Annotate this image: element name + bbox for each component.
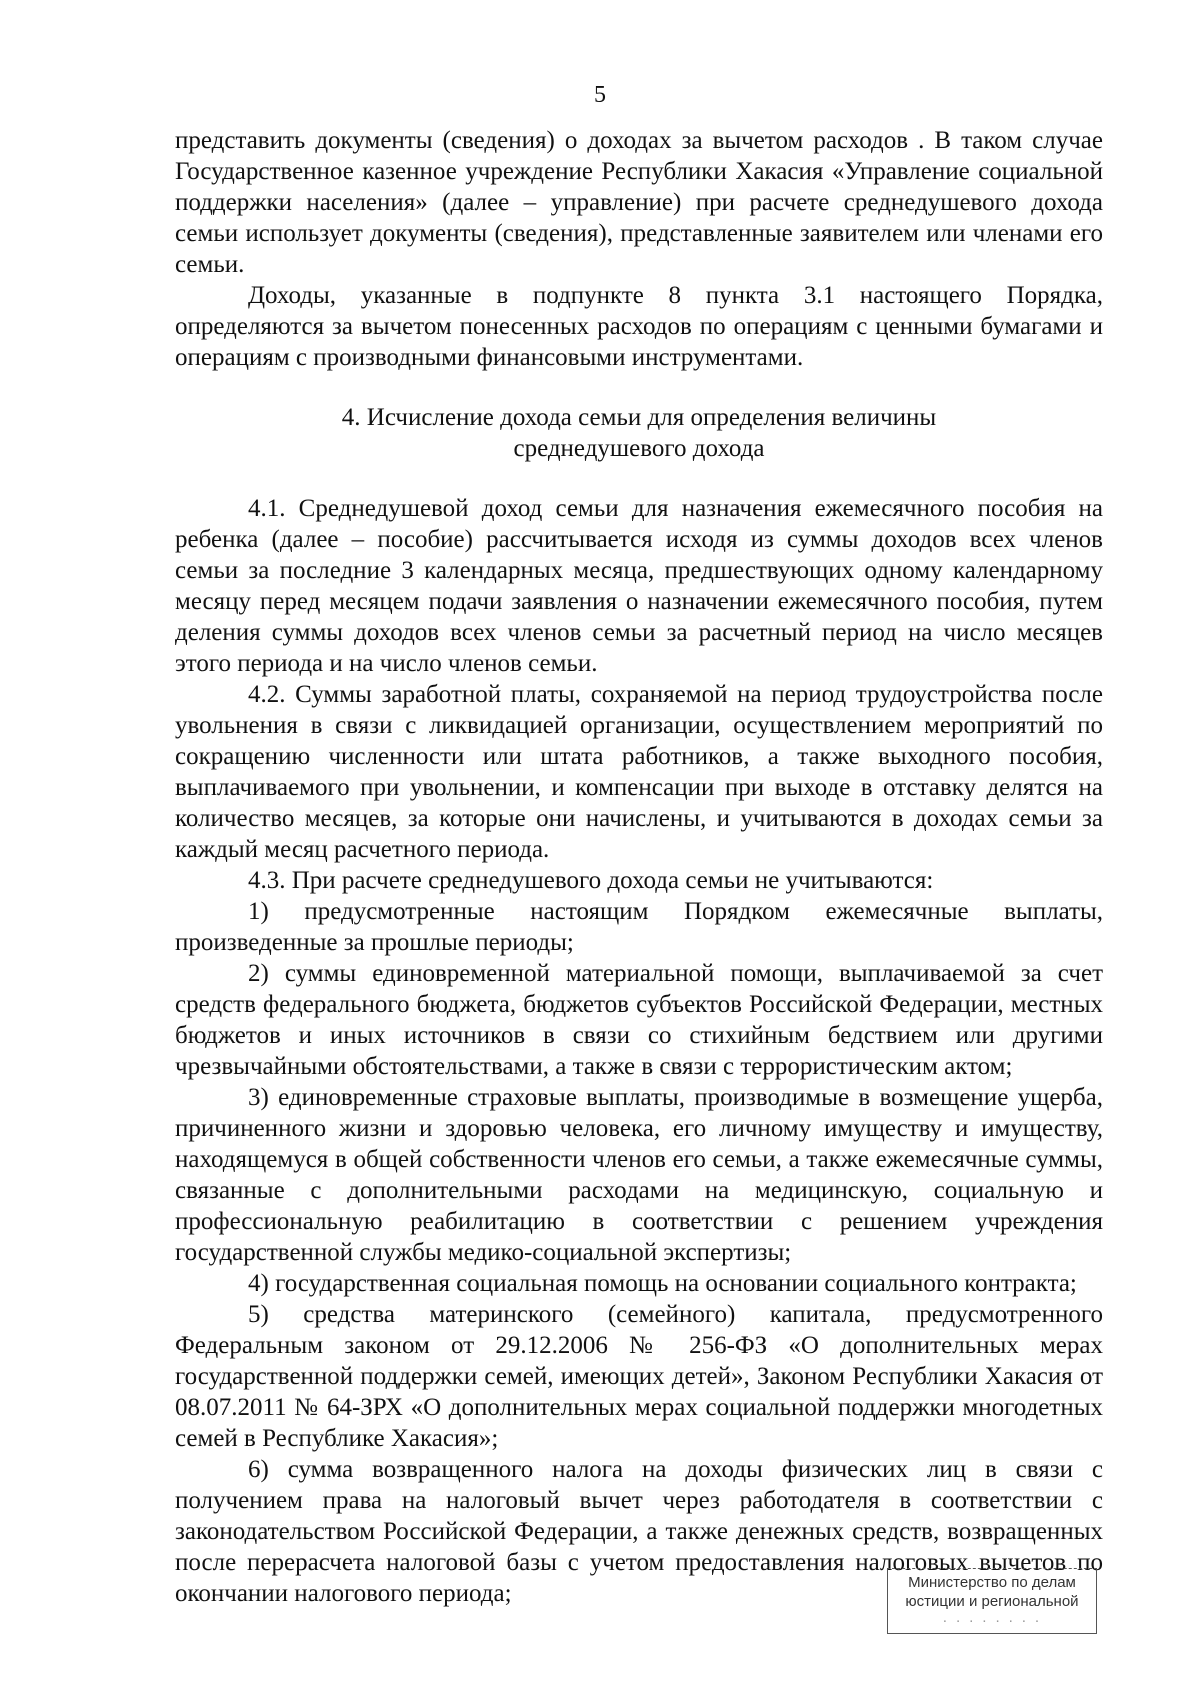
stamp-line3-illegible: · · · · · · · ·: [942, 1612, 1042, 1629]
page-number: 5: [594, 82, 606, 108]
section-heading-line1: 4. Исчисление дохода семьи для определения величины: [341, 404, 937, 431]
list-item-3: 3) единовременные страховые выплаты, производимые в возмещение ущерба, причиненного жизни и здоровью человека, его личному имуществу и имуществу, находящемуся в общей собственности членов его семьи, а также ежемесячные суммы, связанные с дополнительными расходами на медицинскую, социальную и профессиональную реабилитацию в соответствии с решением учреждения государственной службы медико-социальной экспертизы;: [175, 1084, 1103, 1266]
paragraph-4-1: 4.1. Среднедушевой доход семьи для назначения ежемесячного пособия на ребенка (далее – пособие) рассчитывается исходя из суммы доходов всех членов семьи за последние 3 календарных месяца, предшествующих одному календарному месяцу перед месяцем подачи заявления о назначении ежемесячного пособия, путем деления суммы доходов всех членов семьи за расчетный период на число месяцев этого периода и на число членов семьи.: [175, 495, 1103, 677]
section-heading-line2: среднедушевого дохода: [513, 435, 765, 462]
paragraph-income-deduction: Доходы, указанные в подпункте 8 пункта 3.1 настоящего Порядка, определяются за вычетом понесенных расходов по операциям с ценными бумагами и операциям с производными финансовыми инструментами.: [175, 282, 1103, 371]
document-body: [175, 125, 1103, 1609]
ministry-stamp: [887, 1568, 1097, 1634]
stamp-line1: Министерство по делам: [908, 1574, 1076, 1591]
paragraph-4-2: 4.2. Суммы заработной платы, сохраняемой на период трудоустройства после увольнения в связи с ликвидацией организации, осуществлением мероприятий по сокращению численности или штата работников, а также выходного пособия, выплачиваемого при увольнении, и компенсации при выходе в отставку делятся на количество месяцев, за которые они начислены, и учитываются в доходах семьи за каждый месяц расчетного периода.: [175, 681, 1103, 863]
paragraph-4-3: 4.3. При расчете среднедушевого дохода семьи не учитываются:: [248, 867, 934, 894]
list-item-5: 5) средства материнского (семейного) капитала, предусмотренного Федеральным законом от 29.12.2006 № 256-ФЗ «О дополнительных мерах государственной поддержки семей, имеющих детей», Законом Республики Хакасия от 08.07.2011 № 64-ЗРХ «О дополнительных мерах социальной поддержки многодетных семей в Республике Хакасия»;: [175, 1301, 1103, 1452]
list-item-6: 6) сумма возвращенного налога на доходы физических лиц в связи с получением права на налоговый вычет через работодателя в соответствии с законодательством Российской Федерации, а также денежных средств, возвращенных после перерасчета налоговой базы с учетом предоставления налоговых вычетов по окончании налогового периода;: [175, 1456, 1103, 1607]
section-heading: [175, 402, 1103, 464]
paragraph-continuation: представить документы (сведения) о доходах за вычетом расходов . В таком случае Государственное казенное учреждение Республики Хакасия «Управление социальной поддержки населения» (далее – управление) при расчете среднедушевого дохода семьи использует документы (сведения), представленные заявителем или членами его семьи.: [175, 127, 1103, 278]
list-item-1: 1) предусмотренные настоящим Порядком ежемесячные выплаты, произведенные за прошлые периоды;: [175, 898, 1103, 956]
stamp-line2: юстиции и региональной: [905, 1593, 1079, 1610]
list-item-4: 4) государственная социальная помощь на основании социального контракта;: [248, 1270, 1077, 1297]
list-item-2: 2) суммы единовременной материальной помощи, выплачиваемой за счет средств федерального бюджета, бюджетов субъектов Российской Федерации, местных бюджетов и иных источников в связи со стихийным бедствием или другими чрезвычайными обстоятельствами, а также в связи с террористическим актом;: [175, 960, 1103, 1080]
